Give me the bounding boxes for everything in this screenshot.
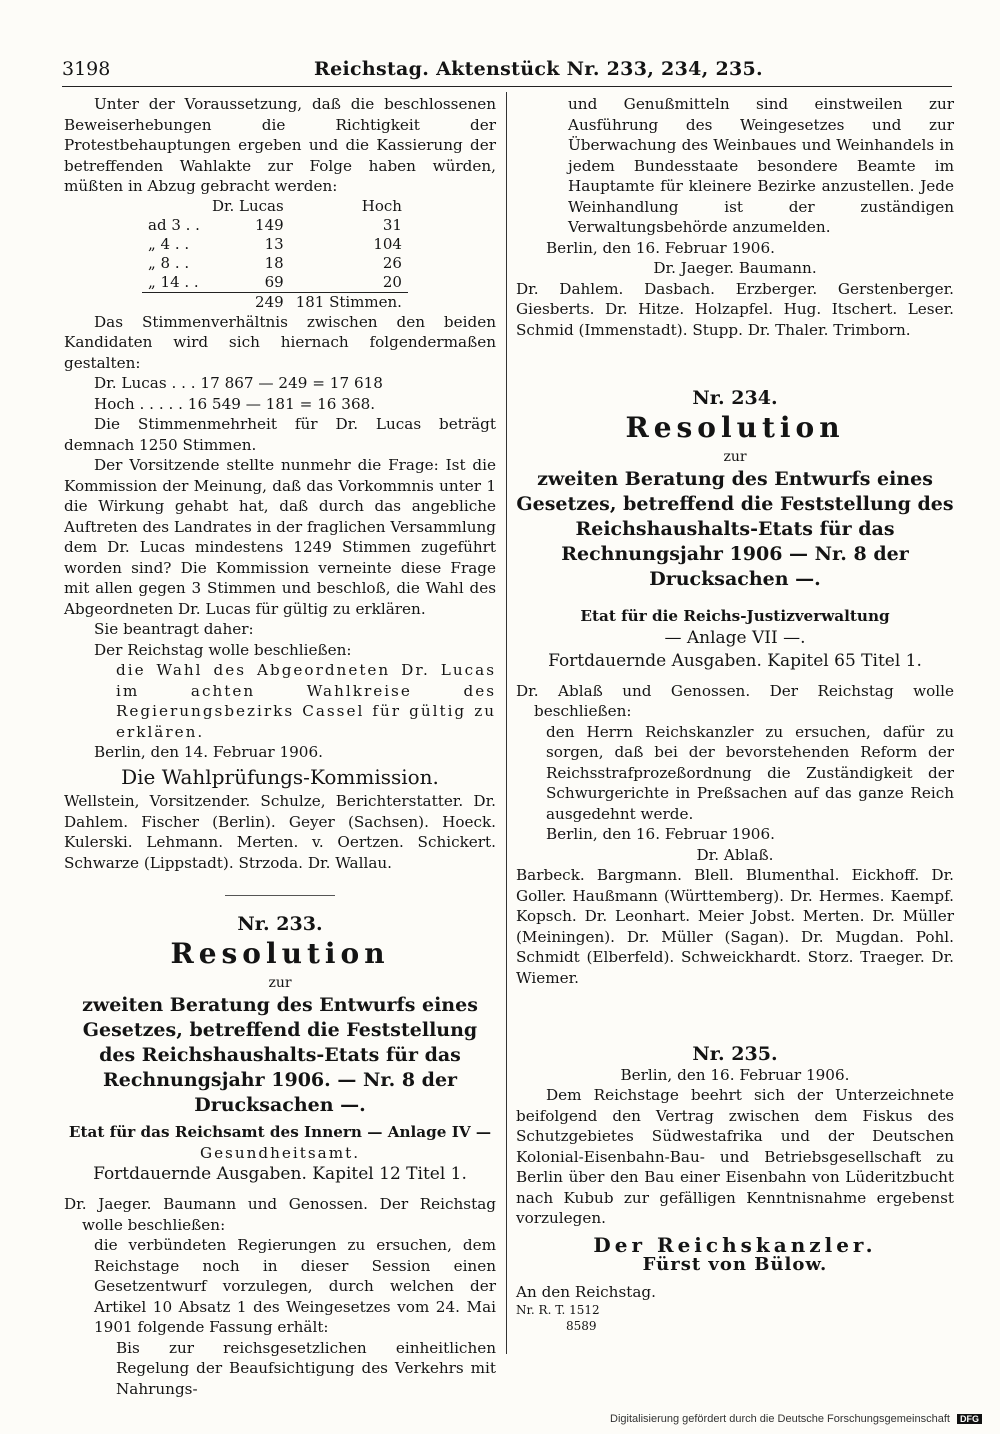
moved-line: Sie beantragt daher:	[94, 620, 254, 638]
signer-name: Fürst von Bülow.	[642, 1254, 828, 1275]
resolution-text: die Wahl des Abgeordneten Dr. Lucas im achten Wahlkreise des Regierungsbezirks Cassel für gültig zu erklären.	[116, 661, 496, 741]
ratio-paragraph: Das Stimmenverhältnis zwischen den beiden Kandidaten wird sich hiernach folgendermaßen gestalten:	[64, 312, 496, 372]
reference-number: Nr. R. T. 1512	[516, 1303, 600, 1317]
quote-233: Bis zur reichsgesetzlichen einheitlichen Regelung der Beaufsichtigung des Verkehrs mit Nahrungs-	[116, 1338, 496, 1398]
etat-line-233: Etat für das Reichsamt des Innern — Anlage IV —	[68, 1123, 492, 1141]
row-label: ad 3 . .	[148, 215, 200, 234]
anlage-234: — Anlage VII —.	[664, 627, 806, 648]
cell-lucas: 69	[264, 272, 284, 291]
row-label: „ 4 . .	[148, 234, 190, 253]
addressee: An den Reichstag.	[516, 1282, 656, 1301]
calc-lucas: Dr. Lucas . . . 17 867 — 249 = 17 618	[94, 374, 383, 392]
letter-235: Dem Reichstage beehrt sich der Unterzeichnete beifolgend den Vertrag zwischen dem Fiskus des Schutzgebietes Südwestafrika und der Deutschen Kolonial-Eisenbahn-Bau- und Betriebsgesellschaft zu Berlin über den Bau einer Eisenbahn von Lüderitzbucht nach Kubub zur gefälligen Kenntnisnahme ergebenst vorzulegen.	[516, 1086, 954, 1227]
vote-table-header	[142, 197, 408, 216]
cell-hoch: 26	[382, 253, 402, 272]
right-column	[516, 94, 954, 1334]
doc-number-235: Nr. 235.	[692, 1043, 778, 1065]
section-divider	[225, 895, 335, 896]
signatures-234: Barbeck. Bargmann. Blell. Blumenthal. Eickhoff. Dr. Goller. Haußmann (Württemberg). Dr. Hermes. Kaempf. Kopsch. Dr. Leonhart. Meier Jobst. Merten. Dr. Müller (Meiningen). Dr. Müller (Sagan). Dr. Mugdan. Pohl. Schmidt (Elberfeld). Schweickhardt. Storz. Traeger. Dr. Wiemer.	[516, 866, 954, 987]
zur-label: zur	[723, 448, 747, 465]
question-paragraph: Der Vorsitzende stellte nunmehr die Frage: Ist die Kommission der Meinung, daß das Vorkommnis unter 1 die Wirkung gehabt hat, daß durch das angebliche Auftreten des Landrates in der fraglichen Versammlung dem Dr. Lucas mindestens 1249 Stimmen zugeführt worden sind? Die Kommission verneinte diese Frage mit allen gegen 3 Stimmen und beschloß, die Wahl des Abgeordneten Dr. Lucas für gültig zu erklären.	[64, 456, 496, 618]
gesundheitsamt-line: Gesundheitsamt.	[199, 1143, 361, 1162]
cell-lucas: 18	[264, 253, 284, 272]
calc-hoch: Hoch . . . . . 16 549 — 181 = 16 368.	[94, 394, 376, 413]
signatures-233: Dr. Dahlem. Dasbach. Erzberger. Gerstenberger. Giesberts. Dr. Hitze. Holzapfel. Hug. Itschert. Leser. Schmid (Immenstadt). Stupp. Dr. Thaler. Trimborn.	[516, 279, 954, 339]
signer-title: Der Reichskanzler.	[593, 1232, 877, 1257]
commission-title: Die Wahlprüfungs-Kommission.	[121, 764, 439, 789]
doc-number-234: Nr. 234.	[692, 387, 778, 409]
movers-233: Dr. Jaeger. Baumann und Genossen. Der Reichstag wolle beschließen:	[64, 1195, 496, 1234]
page-header	[62, 58, 952, 86]
date-line: Berlin, den 14. Februar 1906.	[94, 743, 323, 761]
footer-text: Digitalisierung gefördert durch die Deutsche Forschungsgemeinschaft	[610, 1413, 950, 1425]
commission-members: Wellstein, Vorsitzender. Schulze, Berichterstatter. Dr. Dahlem. Fischer (Berlin). Geyer (Sachsen). Hoeck. Kulerski. Lehmann. Merten. v. Oertzen. Schickert. Schwarze (Lippstadt). Strzoda. Dr. Wallau.	[64, 792, 496, 872]
date-line: Berlin, den 16. Februar 1906.	[620, 1065, 850, 1084]
header-rule	[62, 86, 952, 87]
row-label: „ 14 . .	[148, 272, 199, 291]
dfg-logo: DFG	[957, 1414, 982, 1424]
doc-number-233: Nr. 233.	[237, 913, 323, 935]
total-lucas: 249	[206, 292, 290, 312]
row-label: „ 8 . .	[148, 253, 190, 272]
cell-hoch: 104	[373, 234, 402, 253]
signatures-234-lead: Dr. Ablaß.	[696, 845, 774, 864]
resolution-title-234: zweiten Beratung des Entwurfs eines Gesetzes, betreffend die Feststellung des Reichshaushalts-Etats für das Rechnungsjahr 1906 — Nr. 8 der Drucksachen —.	[516, 468, 954, 590]
table-row	[142, 235, 408, 254]
resolution-heading-233: Resolution	[170, 936, 390, 970]
majority-paragraph: Die Stimmenmehrheit für Dr. Lucas beträgt demnach 1250 Stimmen.	[64, 415, 496, 454]
quote-continuation: und Genußmitteln sind einstweilen zur Ausführung des Weingesetzes und zur Überwachung des Weinbaues und Weinhandels in jedem Bundesstaate besondere Beamte im Hauptamte für kleinere Bezirke anzustellen. Jede Weinhandlung ist der zuständigen Verwaltungsbehörde anzumelden.	[568, 95, 954, 236]
fortdauernde-234: Fortdauernde Ausgaben. Kapitel 65 Titel 1.	[548, 650, 922, 671]
reference-code: 8589	[566, 1319, 597, 1333]
table-row	[142, 216, 408, 235]
total-hoch: 181 Stimmen.	[290, 292, 408, 312]
digitization-footer	[610, 1413, 982, 1425]
cell-hoch: 20	[382, 272, 402, 291]
request-233: die verbündeten Regierungen zu ersuchen, dem Reichstage noch in dieser Session einen Gesetzentwurf vorzulegen, durch welchen der Artikel 10 Absatz 1 des Weingesetzes vom 24. Mai 1901 folgende Fassung erhält:	[94, 1236, 496, 1336]
date-line: Berlin, den 16. Februar 1906.	[546, 238, 775, 257]
resolution-heading-234: Resolution	[625, 410, 845, 444]
request-234: den Herrn Reichskanzler zu ersuchen, dafür zu sorgen, daß bei der bevorstehenden Reform der Reichsstrafprozeßordnung die Zuständigkeit der Schwurgerichte in Preßsachen auf das ganze Reich ausgedehnt werde.	[546, 722, 954, 823]
cell-lucas: 13	[264, 234, 284, 253]
page-number: 3198	[62, 58, 111, 80]
col-header-lucas: Dr. Lucas	[211, 196, 284, 215]
column-divider	[506, 92, 507, 1354]
running-title: Reichstag. Aktenstück Nr. 233, 234, 235.	[314, 58, 763, 80]
cell-hoch: 31	[382, 215, 402, 234]
zur-label: zur	[268, 974, 292, 991]
signatures-233-lead: Dr. Jaeger. Baumann.	[653, 259, 817, 277]
intro-paragraph: Unter der Voraussetzung, daß die beschlossenen Beweiserhebungen die Richtigkeit der Protestbehauptungen ergeben und die Kassierung der betreffenden Wahlakte zur Folge haben würden, müßten in Abzug gebracht werden:	[64, 95, 496, 195]
table-row	[142, 254, 408, 273]
col-header-hoch: Hoch	[361, 196, 402, 215]
left-column	[64, 94, 496, 1399]
movers-234: Dr. Ablaß und Genossen. Der Reichstag wolle beschließen:	[516, 681, 954, 720]
fortdauernde-233: Fortdauernde Ausgaben. Kapitel 12 Titel 1.	[93, 1164, 467, 1184]
date-line: Berlin, den 16. Februar 1906.	[546, 825, 775, 843]
table-total-row	[142, 292, 408, 312]
vote-table	[142, 197, 408, 312]
resolve-line: Der Reichstag wolle beschließen:	[94, 640, 352, 659]
cell-lucas: 149	[255, 215, 284, 234]
table-row	[142, 273, 408, 293]
resolution-title-233: zweiten Beratung des Entwurfs eines Gesetzes, betreffend die Feststellung des Reichshaushalts-Etats für das Rechnungsjahr 1906. — Nr. 8 der Drucksachen —.	[82, 994, 478, 1116]
etat-line-234: Etat für die Reichs-Justizverwaltung	[580, 607, 890, 625]
